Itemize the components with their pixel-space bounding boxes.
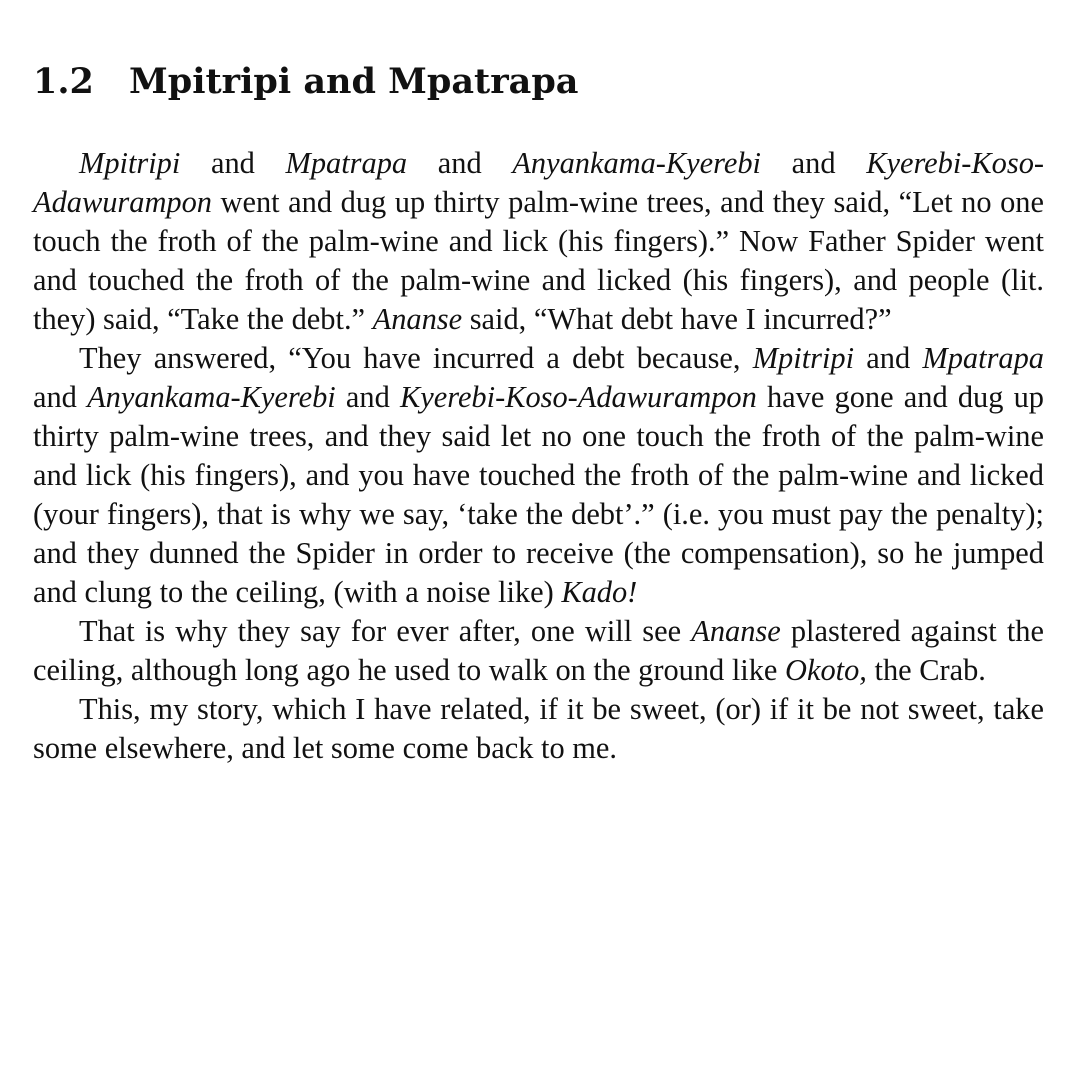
italic-term: Ananse bbox=[372, 302, 463, 336]
italic-term: Anyankama-Kyerebi bbox=[87, 380, 336, 414]
story-paragraph-2 bbox=[33, 339, 1044, 612]
italic-term: Mpitripi bbox=[79, 146, 181, 180]
text-run: and bbox=[761, 146, 867, 180]
text-run: This, my story, which I have related, if it be sweet, (or) if it be not sweet, take some elsewhere, and let some come back to me. bbox=[33, 692, 1044, 765]
italic-term: Kado! bbox=[561, 575, 638, 609]
document-page bbox=[33, 52, 1044, 768]
section-title: Mpitripi and Mpatrapa bbox=[129, 61, 579, 102]
story-paragraph-3 bbox=[33, 612, 1044, 690]
text-run: That is why they say for ever after, one will see bbox=[79, 614, 692, 648]
text-run: went and dug up thirty palm-wine trees, and they said, “Let no one touch the froth of the palm-wine and lick (his fingers).” Now Father Spider went and touched the froth of the palm-wine and licked (his fingers), and people (lit. they) said, “Take the debt.” bbox=[33, 185, 1044, 336]
section-heading bbox=[33, 52, 1044, 112]
text-run: and bbox=[335, 380, 400, 414]
text-run: the Crab. bbox=[866, 653, 986, 687]
text-run: and bbox=[180, 146, 286, 180]
text-run: and bbox=[854, 341, 923, 375]
story-body bbox=[33, 144, 1044, 768]
story-paragraph-1 bbox=[33, 144, 1044, 339]
italic-term: Mpatrapa bbox=[285, 146, 408, 180]
italic-term: Ananse bbox=[691, 614, 781, 648]
text-run: plastered against the ceiling, although long ago he used to walk on the ground like bbox=[33, 614, 1044, 687]
story-paragraph-4 bbox=[33, 690, 1044, 768]
text-run: said, “What debt have I incurred?” bbox=[462, 302, 892, 336]
text-run: and bbox=[33, 380, 88, 414]
text-run: have gone and dug up thirty palm-wine trees, and they said let no one touch the froth of the palm-wine and lick (his fingers), and you have touched the froth of the palm-wine and licked (your fingers), that is why we say, ‘take the debt’.” (i.e. you must pay the penalty); and they dunned the Spider in order to receive (the compensation), so he jumped and clung to the ceiling, (with a noise like) bbox=[33, 380, 1044, 609]
italic-term: Kyerebi-Koso-Adawurampon bbox=[400, 380, 757, 414]
italic-term: Mpitripi bbox=[752, 341, 855, 375]
italic-term: Kyerebi-Koso-Adawurampon bbox=[33, 146, 1045, 219]
italic-term: Anyankama-Kyerebi bbox=[512, 146, 761, 180]
text-run: and bbox=[407, 146, 513, 180]
italic-term: Mpatrapa bbox=[922, 341, 1044, 375]
text-run: They answered, “You have incurred a debt because, bbox=[79, 341, 753, 375]
italic-term: Okoto, bbox=[785, 653, 867, 687]
section-number: 1.2 bbox=[33, 61, 94, 102]
